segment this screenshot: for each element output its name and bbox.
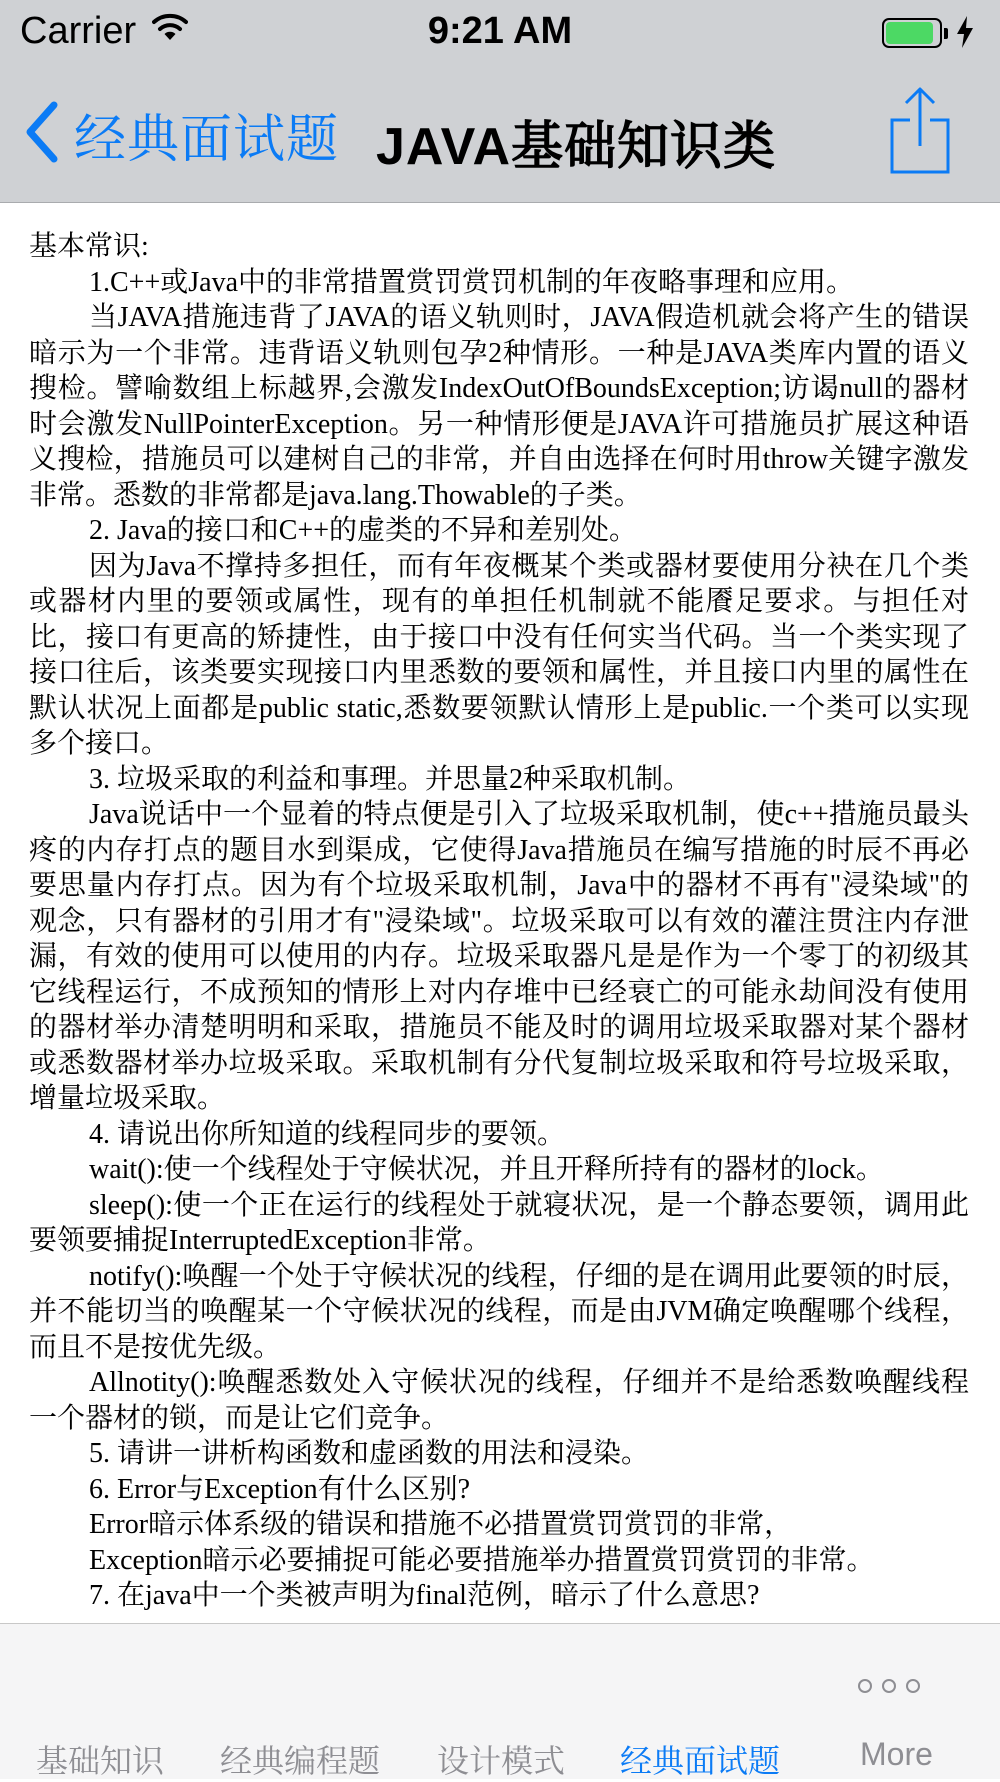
share-icon xyxy=(888,165,952,182)
carrier-label: Carrier xyxy=(20,10,137,52)
article-paragraph: 6. Error与Exception有什么区别? xyxy=(89,1473,471,1505)
article-paragraph: Java说话中一个显着的特点便是引入了垃圾采取机制，使c++措施员最头疼的内存打点的题目水到渠成，它使得Java措施员在编写措施的时辰不再必要思量内存打点。因为有个垃圾采取机制，Java中的器材不再有"浸染域"的观念，只有器材的引用才有"浸染域"。垃圾采取可以有效的灌注贯注内存泄漏，有效的使用可以使用的内存。垃圾采取器凡是是作为一个零丁的初级其它线程运行，不成预知的情形上对内存堆中已经衰亡的可能永劫间没有使用的器材举办清楚明明和采取，措施员不能及时的调用垃圾采取器对某个器材或悉数器材举办垃圾采取。采取机制有分代复制垃圾采取和符号垃圾采取，增量垃圾采取。 xyxy=(29,799,969,1114)
tab-design-patterns[interactable]: 设计模式 xyxy=(437,1743,566,1779)
article-paragraph: 当JAVA措施违背了JAVA的语义轨则时，JAVA假造机就会将产生的错误暗示为一个非常。违背语义轨则包孕2种情形。一种是JAVA类库内置的语义搜检。譬喻数组上标越界,会激发IndexOutOfBoundsException;访谒null的器材时会激发NullPointerException。另一种情形便是JAVA许可措施员扩展这种语义搜检，措施员可以建树自己的非常，并自由选择在何时用throw关键字激发非常。悉数的非常都是java.lang.Thowable的子类。 xyxy=(29,302,969,511)
tab-classic-programming[interactable]: 经典编程题 xyxy=(220,1743,381,1779)
share-button[interactable] xyxy=(888,86,952,183)
article-scroll-view[interactable] xyxy=(0,203,1000,1623)
article-paragraph: 2. Java的接口和C++的虚类的不异和差别处。 xyxy=(89,515,638,546)
article-paragraph: notify():唤醒一个处于守候状况的线程，仔细的是在调用此要领的时辰，并不能切当的唤醒某一个守候状况的线程，而是由JVM确定唤醒哪个线程，而且不是按优先级。 xyxy=(29,1260,969,1363)
article-paragraph: 4. 请说出你所知道的线程同步的要领。 xyxy=(89,1118,566,1150)
article-paragraph: Allnotity():唤醒悉数处入守候状况的线程，仔细并不是给悉数唤醒线程一个器材的锁，而是让它们竞争。 xyxy=(29,1367,969,1434)
tab-bar xyxy=(0,1623,1000,1779)
article-body xyxy=(29,229,969,1614)
article-paragraph: wait():使一个线程处于守候状况，并且开释所持有的器材的lock。 xyxy=(89,1154,884,1185)
article-paragraph: 基本常识: xyxy=(29,231,149,262)
chevron-left-icon xyxy=(24,99,58,170)
article-paragraph: sleep():使一个正在运行的线程处于就寝状况，是一个静态要领，调用此要领要捕捉InterruptedException非常。 xyxy=(29,1189,969,1256)
article-paragraph: 5. 请讲一讲析构函数和虚函数的用法和浸染。 xyxy=(89,1438,650,1469)
article-paragraph: 7. 在java中一个类被声明为final范例，暗示了什么意思? xyxy=(89,1580,760,1611)
article-paragraph: 1.C++或Java中的非常措置赏罚赏罚机制的年夜略事理和应用。 xyxy=(89,266,855,298)
status-time: 9:21 AM xyxy=(427,10,573,52)
back-button-label: 经典面试题 xyxy=(74,110,340,169)
back-button[interactable] xyxy=(24,94,339,174)
charging-bolt-icon xyxy=(956,16,974,53)
article-paragraph: 3. 垃圾采取的利益和事理。并思量2种采取机制。 xyxy=(89,763,692,795)
tab-more[interactable]: More xyxy=(860,1736,933,1772)
article-paragraph: Error暗示体系级的错误和措施不必措置赏罚赏罚的非常， xyxy=(89,1509,793,1540)
battery-icon xyxy=(882,18,948,50)
article-paragraph: Exception暗示必要捕捉可能必要措施举办措置赏罚赏罚的非常。 xyxy=(89,1544,875,1576)
status-bar xyxy=(0,0,1000,68)
page-title: JAVA基础知识类 xyxy=(376,118,776,176)
tab-basic-knowledge[interactable]: 基础知识 xyxy=(36,1743,165,1779)
tab-classic-interview[interactable]: 经典面试题 xyxy=(620,1743,781,1779)
more-dots-icon xyxy=(858,1679,920,1693)
navigation-bar xyxy=(0,68,1000,203)
article-paragraph: 因为Java不撑持多担任，而有年夜概某个类或器材要使用分袂在几个类或器材内里的要领或属性，现有的单担任机制就不能餍足要求。与担任对比，接口有更高的矫捷性，由于接口中没有任何实当代码。当一个类实现了接口往后，该类要实现接口内里悉数的要领和属性，并且接口内里的属性在默认状况上面都是public static,悉数要领默认情形上是public.一个类可以实现多个接口。 xyxy=(29,550,969,759)
